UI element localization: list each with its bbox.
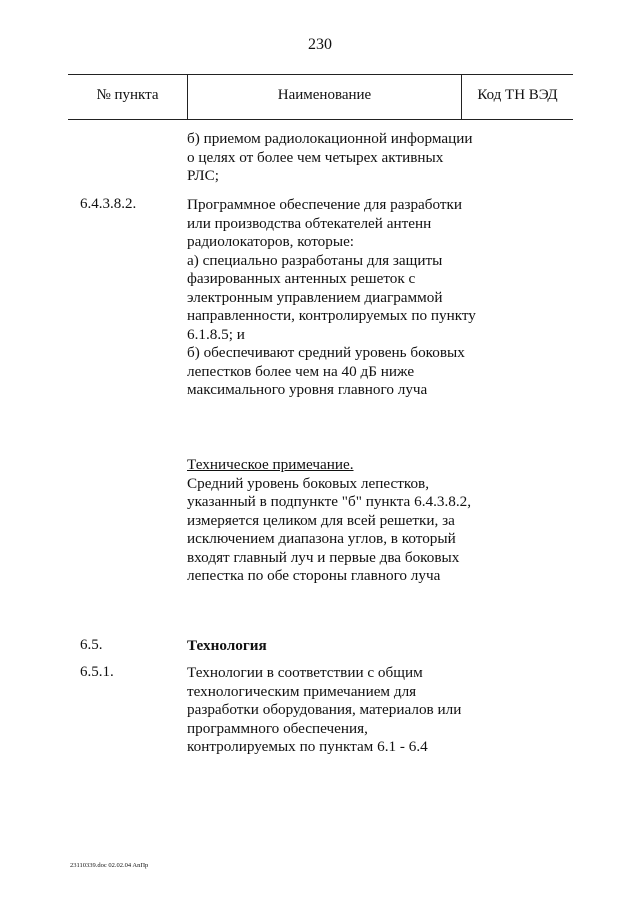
item-number-6-5: 6.5. xyxy=(80,637,103,653)
item-point-a: а) специально разработаны для защиты фазированных антенных решеток с электронным управлением диаграммой направленности, контролируемых по пункту 6.1.8.5; и xyxy=(187,251,476,343)
header-col-number: № пункта xyxy=(96,87,159,103)
table-header xyxy=(68,74,573,120)
item-6-5-1-text: Технологии в соответствии с общим технологическим примечанием для разработки оборудования, материалов или программного обеспечения, контролируемых по пунктам 6.1 - 6.4 xyxy=(187,664,462,755)
item-text-6-5-1 xyxy=(187,664,479,757)
section-title-technology: Технология xyxy=(187,637,267,654)
item-text-6-4-3-8-2 xyxy=(187,196,479,400)
technical-note xyxy=(187,456,479,586)
item-point-b: б) обеспечивают средний уровень боковых лепестков более чем на 40 дБ ниже максимального уровня главного луча xyxy=(187,344,465,398)
technical-note-title: Техническое примечание. xyxy=(187,456,354,473)
item-number-6-4-3-8-2: 6.4.3.8.2. xyxy=(80,196,137,212)
header-col-code: Код ТН ВЭД xyxy=(477,87,558,103)
item-intro: Программное обеспечение для разработки или производства обтекателей антенн радиолокаторов, которые: xyxy=(187,196,463,250)
header-col-name: Наименование xyxy=(277,87,372,103)
page-number: 230 xyxy=(308,36,332,53)
document-footer: 23110339.doc 02.02.04 AnПp xyxy=(70,862,149,869)
point-b-radar-info: б) приемом радиолокационной информации о целях от более чем четырех активных РЛС; xyxy=(187,130,473,184)
technical-note-text: Средний уровень боковых лепестков, указанный в подпункте "б" пункта 6.4.3.8.2, измеряется целиком для всей решетки, за исключением диапазона углов, в который входят главный луч и первые два боковых лепестка по обе стороны главного луча xyxy=(187,474,472,584)
item-number-6-5-1: 6.5.1. xyxy=(80,664,114,680)
continuation-text xyxy=(187,130,479,186)
